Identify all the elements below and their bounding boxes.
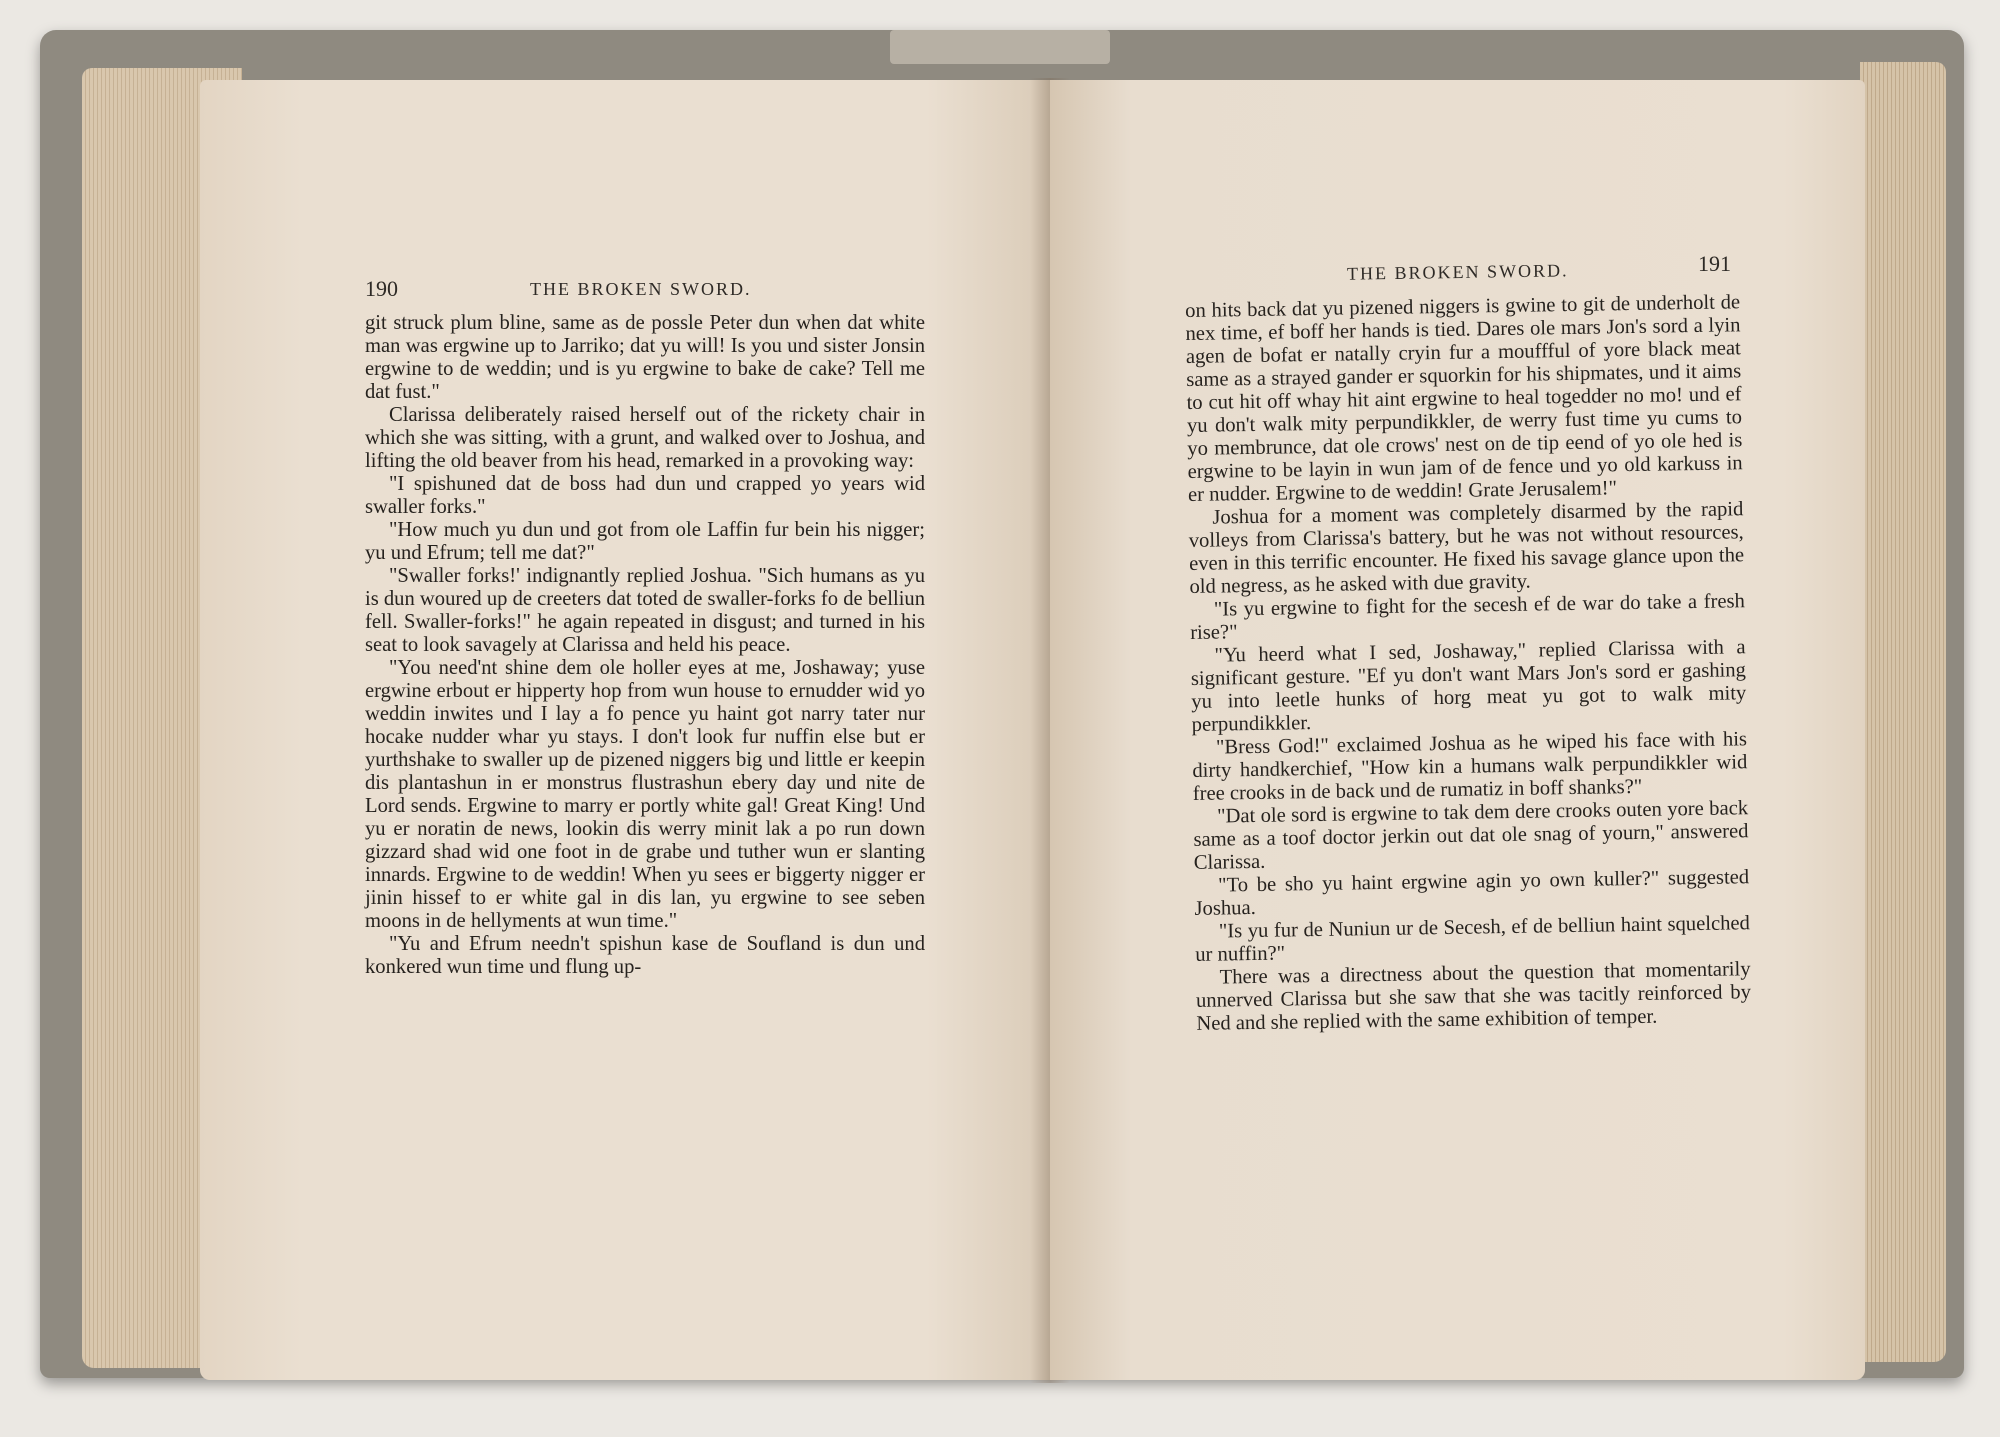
paragraph: "Swaller forks!' indignantly replied Joshua. "Sich humans as yu is dun woured up de creeters dat toted de swaller-forks fo de belliun fell. Swaller-forks!" he again repeated in disgust; and turned in his seat to look savagely at Clarissa and held his peace. [365,565,926,656]
paragraph: Joshua for a moment was completely disarmed by the rapid volleys from Clarissa's battery, but he was not without resources, even in this terrific encounter. He fixed his savage glance upon the old negress, as he asked with due gravity. [1188,498,1745,598]
paragraph: "You need'nt shine dem ole holler eyes at me, Joshaway; yuse ergwine erbout er hipperty hop from wun house to ernudder wid yo weddin inwites und I lay a fo pence yu haint got narry tater nur hocake nudder whar yu stays. I don't look fur nuffin else but er yurthshake to swaller up de pizened niggers big und little er keepin dis plantashun in er monstrus flustrashun ebery day und nite de Lord sends. Ergwine to marry er portly white gal! Great King! Und yu er noratin de news, lookin dis werry minit lak a po run down gizzard shad wid one foot in de grabe und tuther wun er slanting innards. Ergwine to de weddin! When yu sees er biggerty nigger er jinin hissef to er white gal in dis lan, yu ergwine to see seben moons in de hellyments at wun time." [365,657,925,932]
paragraph: "Is yu fur de Nuniun ur de Secesh, ef de belliun haint squelched ur nuffin?" [1195,912,1751,966]
paragraph: on hits back dat yu pizened niggers is gwine to git de underholt de nex time, ef boff her hands is tied. Dares ole mars Jon's sord a lyin agen de bofat er natally cryin fur a mouffful of yore black meat same as a strayed gander er squorkin for his shipmates, und it aims to cut hit off whay hit aint ergwine to heal togedder no mo! und ef yu don't walk mity perpundikkler, de werry fust time yu cums to yo membrunce, dat ole crows' nest on de tip eend of yo ole hed is ergwine to be layin in wun jam of de fence und yo old karkuss in er nudder. Ergwine to de weddin! Grate Jerusalem!" [1185,291,1743,506]
paragraph: There was a directness about the question that momentarily unnerved Clarissa but she saw that she was tacitly reinforced by Ned and she replied with the same exhibition of temper. [1195,958,1752,1035]
right-running-head: THE BROKEN SWORD. [1346,260,1569,284]
left-page-text [365,312,925,979]
paragraph: "Dat ole sord is ergwine to tak dem dere crooks outen yore back same as a toof doctor jerkin out dat ole snag of yourn," answered Clarissa. [1193,797,1749,874]
book-spine [890,30,1110,64]
paragraph: "Yu heerd what I sed, Joshaway," replied Clarissa with a significant gesture. "Ef yu don't want Mars Jon's sord er gashing yu into leetle hunks of horg meat yu got to walk mity perpundikkler. [1190,636,1747,736]
paragraph: "Yu and Efrum needn't spishun kase de Soufland is dun und konkered wun time und flung up- [365,933,925,978]
right-page-edges [1860,62,1946,1362]
right-page-text [1185,291,1751,1036]
paragraph: "Bress God!" exclaimed Joshua as he wiped his face with his dirty handkerchief, "How kin a humans walk perpundikkler wid free crooks in de back und de rumatiz in boff shanks?" [1192,728,1748,805]
paragraph: git struck plum bline, same as de possle Peter dun when dat white man was ergwine up to Jarriko; dat yu will! Is you und sister Jonsin ergwine to de weddin; und is yu ergwine to bake de cake? Tell me dat fust." [365,312,925,403]
right-page-number: 191 [1698,251,1731,276]
paragraph: "I spishuned dat de boss had dun und crapped yo years wid swaller forks." [365,473,925,518]
paragraph: "How much yu dun und got from ole Laffin fur bein his nigger; yu und Efrum; tell me dat?" [365,519,925,564]
paragraph: "Is yu ergwine to fight for the secesh ef de war do take a fresh rise?" [1190,590,1745,644]
left-page-number: 190 [365,276,398,301]
paragraph: "To be sho yu haint ergwine agin yo own kuller?" suggested Joshua. [1194,866,1750,920]
paragraph: Clarissa deliberately raised herself out of the rickety chair in which she was sitting, with a grunt, and walked over to Joshua, and lifting the old beaver from his head, remarked in a provoking way: [365,404,925,472]
left-running-head: THE BROKEN SWORD. [530,279,752,299]
